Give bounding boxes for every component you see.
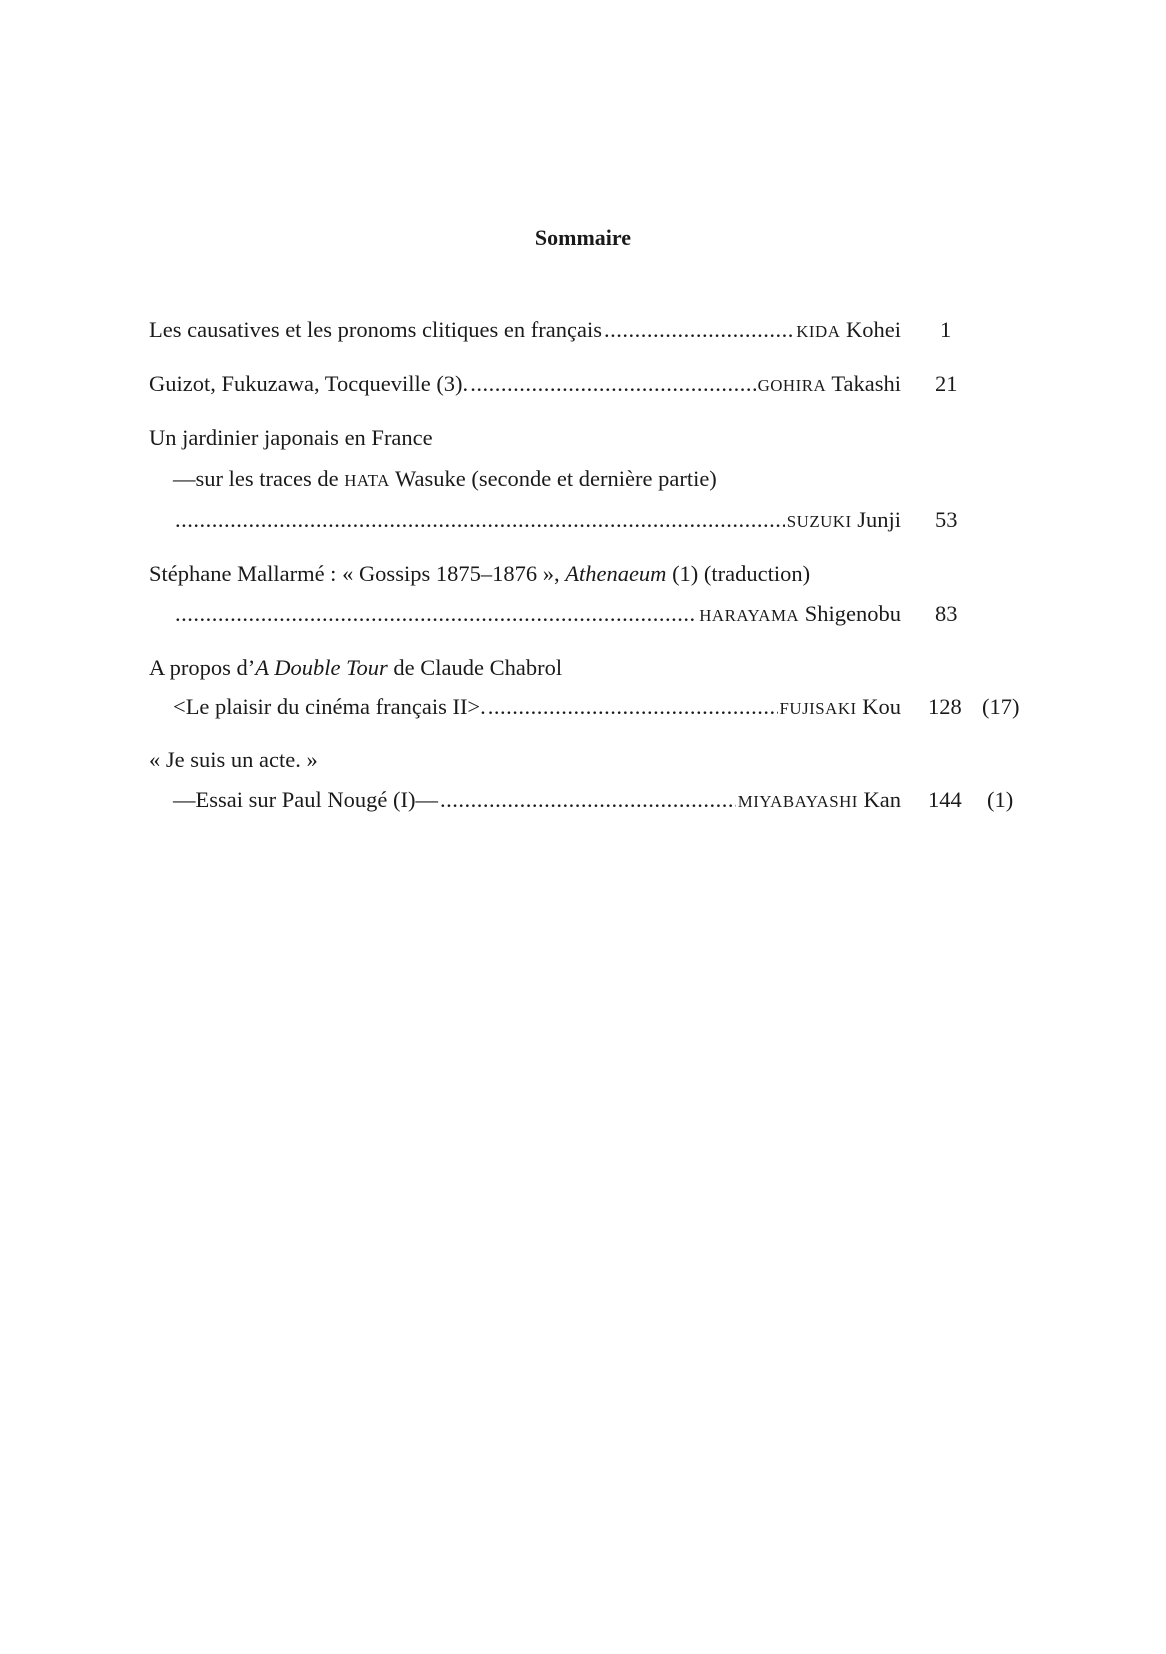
author-given-name: Shigenobu <box>799 601 901 626</box>
entry-title: Les causatives et les pronoms clitiques en français <box>149 317 602 342</box>
toc-line <box>149 370 901 398</box>
entry-author <box>780 693 901 723</box>
author-surname: FUJISAKI <box>779 699 857 718</box>
entry-title <box>149 560 810 588</box>
entry-title: Un jardinier japonais en France <box>149 425 433 450</box>
dot-leader <box>175 506 785 534</box>
author-given-name: Takashi <box>826 371 901 396</box>
page-number: 53 <box>935 507 958 532</box>
entry-subtitle <box>173 465 717 493</box>
dot-leader <box>604 316 794 344</box>
dot-leader <box>175 600 697 628</box>
toc-line <box>173 693 901 721</box>
toc-line <box>149 316 901 344</box>
toc-line <box>173 786 901 814</box>
page-number-secondary: (17) <box>982 694 1020 719</box>
subtitle-surname: HATA <box>344 471 390 490</box>
title-text: (1) (traduction) <box>666 561 811 586</box>
entry-author <box>796 316 901 346</box>
author-surname: HARAYAMA <box>699 606 800 625</box>
entry-author <box>699 600 901 630</box>
author-given-name: Kan <box>857 787 901 812</box>
subtitle-text: Wasuke (seconde et dernière partie) <box>389 466 717 491</box>
author-given-name: Kou <box>856 694 901 719</box>
entry-subtitle: <Le plaisir du cinéma français II>. <box>173 694 486 719</box>
title-italic: Athenaeum <box>565 561 667 586</box>
title-text: A propos d’ <box>149 655 256 680</box>
author-surname: GOHIRA <box>757 376 827 395</box>
title-text: Stéphane Mallarmé : « Gossips 1875–1876 », <box>149 561 566 586</box>
entry-subtitle: —Essai sur Paul Nougé (I)— <box>173 787 438 812</box>
author-surname: SUZUKI <box>786 512 852 531</box>
dot-leader <box>488 693 778 721</box>
page-number: 83 <box>935 601 958 626</box>
entry-author <box>787 506 901 536</box>
toc-line <box>173 506 901 534</box>
title-text: de Claude Chabrol <box>387 655 563 680</box>
page-number: 128 <box>928 694 962 719</box>
entry-author <box>758 370 901 400</box>
page-number: 1 <box>940 317 952 342</box>
entry-title: « Je suis un acte. » <box>149 747 318 772</box>
page-number: 144 <box>928 787 962 812</box>
author-given-name: Kohei <box>840 317 901 342</box>
author-surname: KIDA <box>796 322 841 341</box>
page-number: 21 <box>935 371 958 396</box>
dot-leader <box>470 370 755 398</box>
page-number-secondary: (1) <box>987 787 1014 812</box>
author-surname: MIYABAYASHI <box>737 792 858 811</box>
page-title: Sommaire <box>534 225 632 250</box>
toc-line <box>173 600 901 628</box>
dot-leader <box>440 786 736 814</box>
entry-author <box>738 786 901 816</box>
author-given-name: Junji <box>851 507 901 532</box>
subtitle-text: —sur les traces de <box>173 466 345 491</box>
title-italic: A Double Tour <box>255 655 388 680</box>
entry-title <box>149 654 562 682</box>
entry-title: Guizot, Fukuzawa, Tocqueville (3). <box>149 371 469 396</box>
